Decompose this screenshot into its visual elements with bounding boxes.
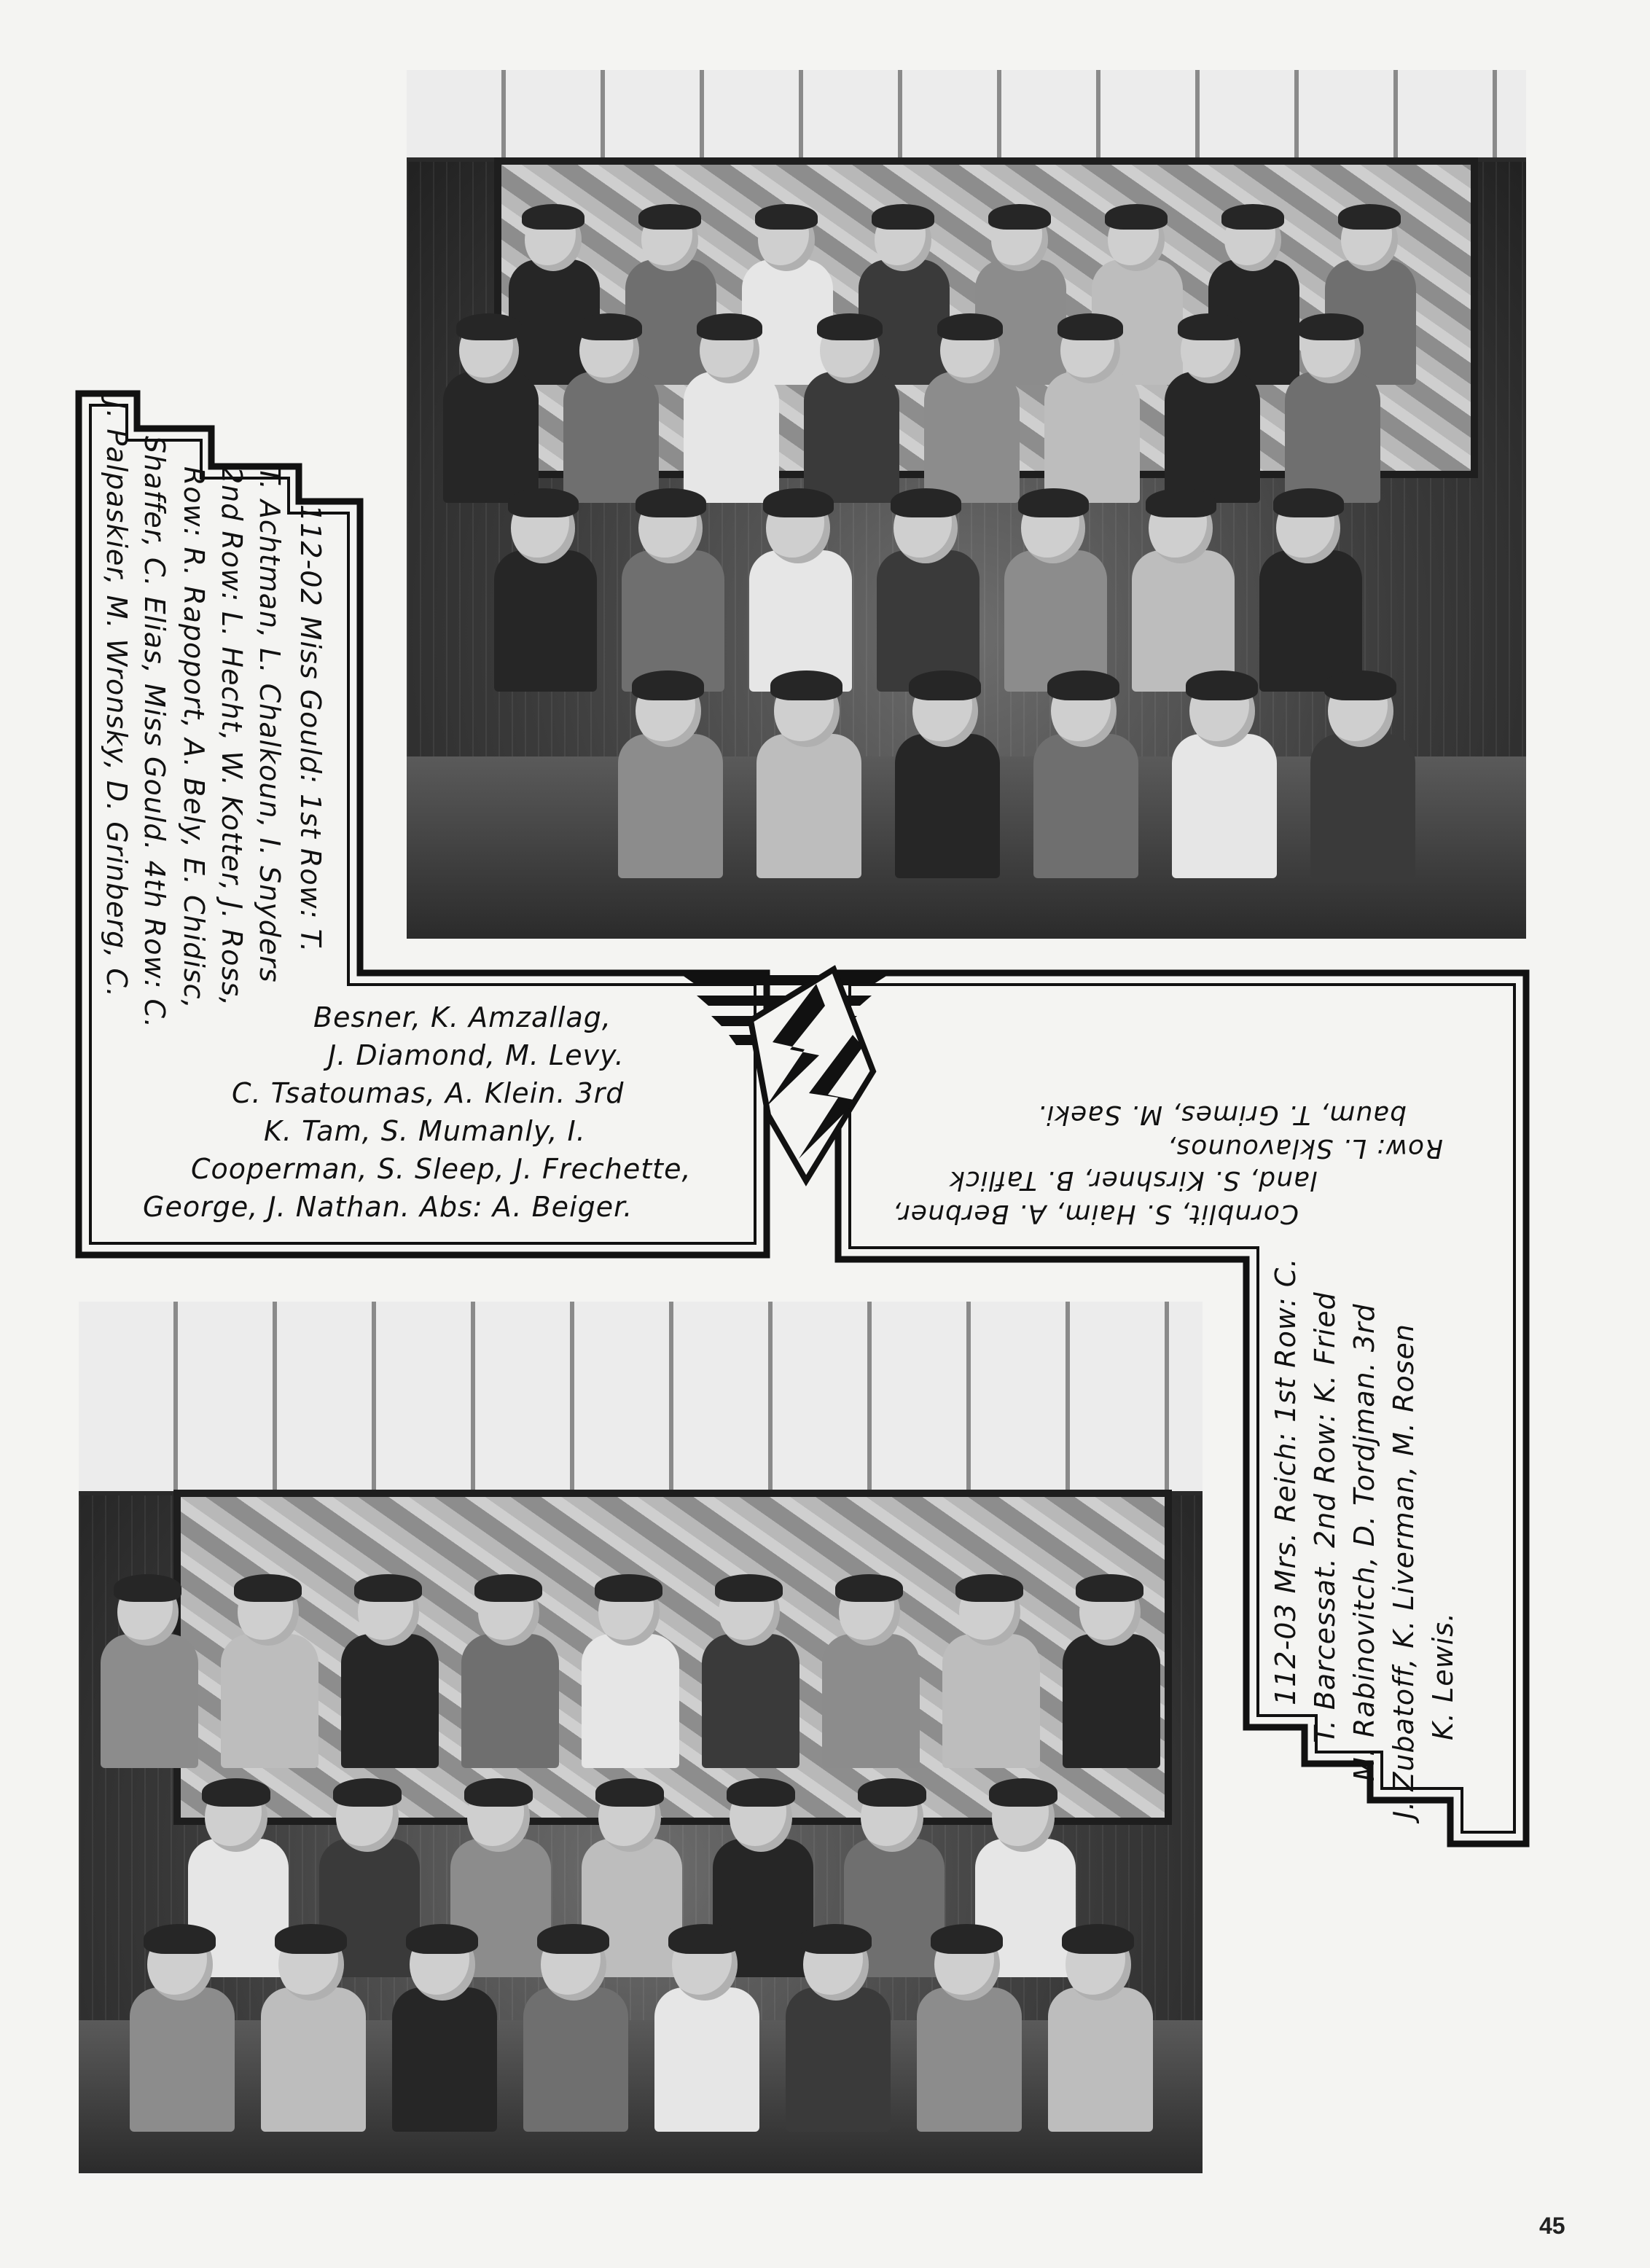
caption-line: K. Tam, S. Mumanly, I. (264, 1115, 586, 1147)
caption-line: Besner, K. Amzallag, (313, 1001, 611, 1033)
page-number: 45 (1539, 2213, 1565, 2239)
caption-line: baum, T. Grimes, M. Saeki. (1036, 1100, 1407, 1130)
caption-line: J. Zubatoff, K. Liverman, M. Rosen (1388, 1323, 1420, 1819)
caption-line: Cooperman, S. Sleep, J. Frechette, (191, 1153, 692, 1185)
caption-line: T. Achtman, L. Chalkoun, I. Snyders (254, 466, 286, 983)
caption-line: K. Lewis. (1427, 1611, 1459, 1740)
caption-line: 112-02 Miss Gould: 1st Row: T. (294, 504, 327, 953)
lightning-emblem-icon (682, 969, 888, 1181)
caption-line: Cornblit, S. Haim, A. Berbner, (891, 1199, 1299, 1229)
caption-line: land, S. Kirshner, B. Taflick (949, 1165, 1318, 1195)
caption-line: C. Tsatoumas, A. Klein. 3rd (232, 1077, 625, 1109)
caption-line: 112-03 Mrs. Reich: 1st Row: C. (1270, 1257, 1302, 1705)
caption-line: J. Diamond, M. Levy. (328, 1039, 625, 1071)
caption-line: Shaffer, C. Elias, Miss Gould. 4th Row: C. (138, 436, 171, 1029)
caption-line: Row: L. Sklavounos, (1167, 1133, 1443, 1163)
caption-line: M. Rabinovitch, D. Tordjman. 3rd (1348, 1303, 1380, 1781)
caption-line: J. Palpaskier, M. Wronsky, D. Grinberg, C. (101, 401, 133, 998)
caption-line: T. Barcessat. 2nd Row: K. Fried (1309, 1291, 1341, 1743)
caption-line: George, J. Nathan. Abs: A. Beiger. (143, 1191, 633, 1223)
caption-line: Row: R. Rapoport, A. Bely, E. Chidisc, (178, 466, 210, 1009)
caption-line: 2nd Row: L. Hecht, W. Kotter, J. Ross, (216, 466, 248, 1006)
